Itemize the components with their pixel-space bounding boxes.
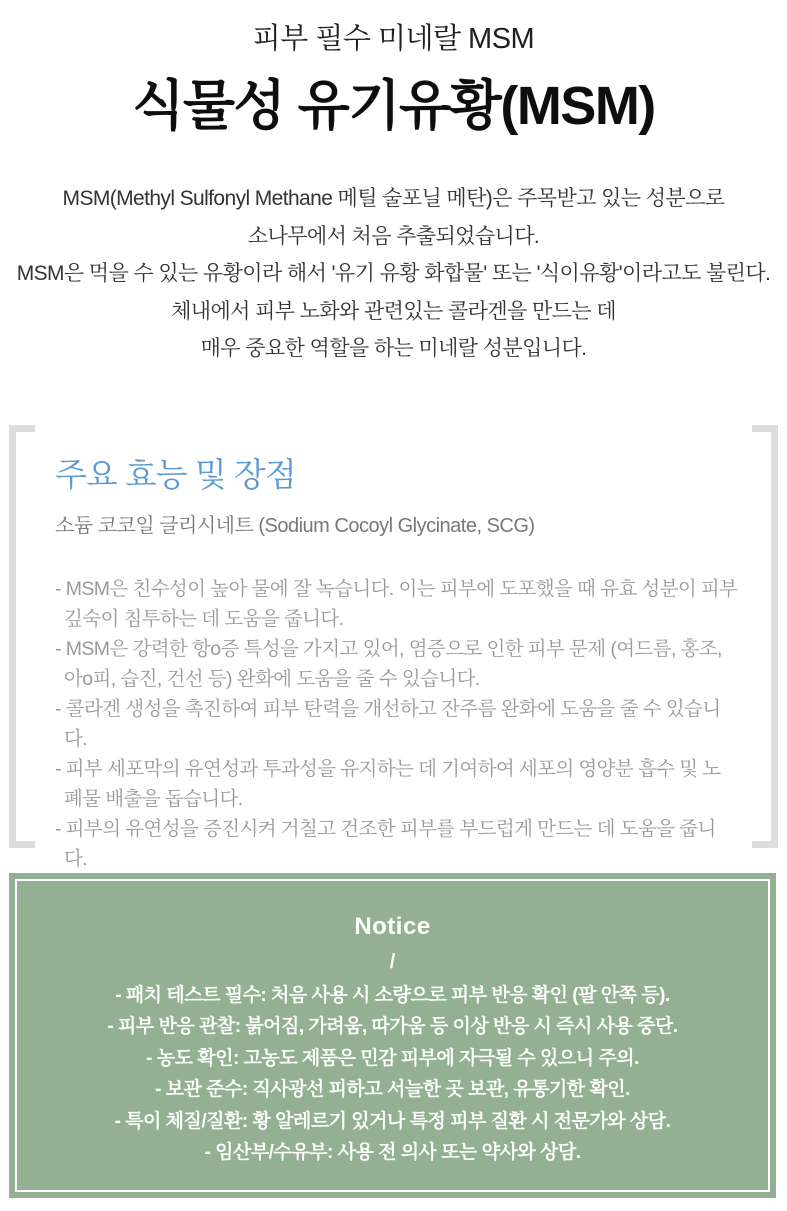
benefit-item: - 피부의 유연성을 증진시켜 거칠고 건조한 피부를 부드럽게 만드는 데 도움을 줍니다. (55, 817, 716, 870)
notice-divider: / (389, 950, 396, 973)
notice-item: - 임산부/수유부: 사용 전 의사 또는 약사와 상담. (204, 1142, 581, 1163)
notice-inner-frame (15, 879, 770, 1192)
notice-item: - 보관 준수: 직사광선 피하고 서늘한 곳 보관, 유통기한 확인. (155, 1079, 630, 1100)
notice-box (9, 873, 776, 1198)
page-header (0, 0, 787, 140)
notice-list (17, 980, 768, 1169)
notice-title: Notice (354, 912, 431, 940)
eyebrow-title: 피부 필수 미네랄 MSM (252, 23, 535, 55)
intro-paragraph (0, 180, 787, 368)
notice-item: - 특이 체질/질환: 황 알레르기 있거나 특정 피부 질환 시 전문가와 상담. (114, 1110, 671, 1132)
intro-line: 소나무에서 처음 추출되었습니다. (247, 224, 540, 248)
benefit-item: - MSM은 강력한 항o증 특성을 가지고 있어, 염증으로 인한 피부 문제 (여드름, 홍조, 아o피, 습진, 건선 등) 완화에 도움을 줄 수 있습니다. (55, 637, 722, 690)
notice-item: - 패치 테스트 필수: 처음 사용 시 소량으로 피부 반응 확인 (팔 안쪽 등). (115, 984, 670, 1006)
intro-line: MSM(Methyl Sulfonyl Methane 메틸 술포닐 메탄)은 주목받고 있는 성분으로 (62, 187, 725, 210)
benefit-item: - MSM은 친수성이 높아 물에 잘 녹습니다. 이는 피부에 도포했을 때 유효 성분이 피부 깊숙이 침투하는 데 도움을 줍니다. (55, 577, 738, 630)
bracket-left-decoration (9, 425, 35, 848)
notice-item: - 농도 확인: 고농도 제품은 민감 피부에 자극될 수 있으니 주의. (146, 1047, 639, 1069)
benefits-heading: 주요 효능 및 장점 (55, 455, 296, 493)
intro-line: 매우 중요한 역할을 하는 미네랄 성분입니다. (200, 337, 587, 360)
notice-item: - 피부 반응 관찰: 붉어짐, 가려움, 따가움 등 이상 반응 시 즉시 사용 중단. (107, 1016, 678, 1037)
intro-line: MSM은 먹을 수 있는 유황이라 해서 '유기 유황 화합물' 또는 '식이유황'이라고도 불린다. (16, 262, 771, 285)
benefits-section (9, 425, 778, 870)
bracket-right-decoration (752, 425, 778, 848)
page-title: 식물성 유기유황(MSM) (132, 76, 655, 136)
benefit-item: - 콜라겐 생성을 촉진하여 피부 탄력을 개선하고 잔주름 완화에 도움을 줄 수 있습니다. (55, 697, 721, 750)
benefits-list (55, 574, 738, 904)
benefit-item: - 피부 세포막의 유연성과 투과성을 유지하는 데 기여하여 세포의 영양분 흡수 및 노폐물 배출을 돕습니다. (55, 757, 721, 810)
benefits-subheading: 소듐 코코일 글리시네트 (Sodium Cocoyl Glycinate, SCG) (55, 514, 535, 537)
intro-line: 체내에서 피부 노화와 관련있는 콜라겐을 만드는 데 (171, 299, 616, 323)
